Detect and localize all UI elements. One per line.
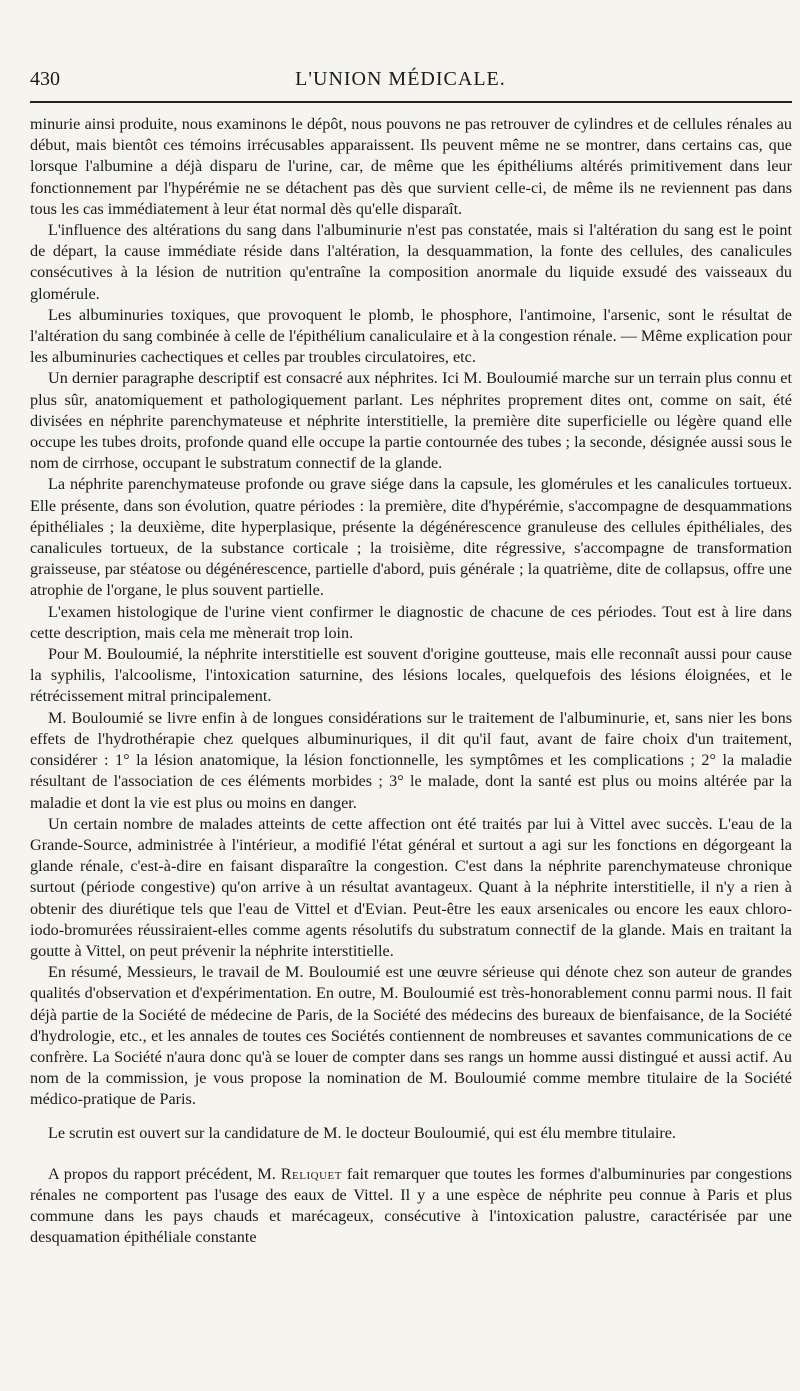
running-title: L'UNION MÉDICALE.	[295, 68, 506, 90]
paragraph-text: fait remarquer que toutes les formes d'albuminuries par congestions rénales ne comportent pas l'usage des eaux de Vittel. Il y a une espèce de néphrite peu connue à Paris et plus commune dans les pays chauds et marécageux, consécutive à l'intoxication palustre, caractérisée par une desquamation épithéliale constante	[30, 1164, 792, 1247]
paragraph: L'influence des altérations du sang dans l'albuminurie n'est pas constatée, mais si l'altération du sang est le point de départ, la cause immédiate réside dans l'altération, la desquammation, la fonte des cellules, des canalicules consécutives à la lésion de nutrition qu'entraîne la composition anormale du liquide exsudé des vaisseaux du glomérule.	[30, 221, 792, 303]
article-body	[30, 114, 792, 1249]
paragraph: Pour M. Bouloumié, la néphrite interstitielle est souvent d'origine goutteuse, mais elle reconnaît aussi pour cause la syphilis, l'alcoolisme, l'intoxication saturnine, des lésions locales, quelquefois des lésions éloignées, et le rétrécissement mitral principalement.	[30, 645, 792, 706]
paragraph-last	[30, 1164, 792, 1249]
paragraph-text: A propos du rapport précédent, M.	[48, 1164, 281, 1183]
paragraph: Les albuminuries toxiques, que provoquent le plomb, le phosphore, l'antimoine, l'arsenic, sont le résultat de l'altération du sang combinée à celle de l'épithélium canaliculaire et à la congestion rénale. — Même explication pour les albuminuries cachectiques et celles par troubles circulatoires, etc.	[30, 305, 792, 367]
speaker-name: Reliquet	[280, 1164, 342, 1183]
page-number: 430	[30, 68, 60, 90]
paragraph: minurie ainsi produite, nous examinons le dépôt, nous pouvons ne pas retrouver de cylindres et de cellules rénales au début, mais bientôt ces témoins irrécusables apparaissent. Ils peuvent même ne se montrer, dans certains cas, que lorsque l'albumine a déjà disparu de l'urine, car, de même que les épithéliums altérés primitivement dans leur fonctionnement par l'hypérémie ne se détachent pas dès que survient celle-ci, de même ils ne reviennent pas dans tous les cas immédiatement à leur état normal dès qu'elle disparaît.	[30, 115, 792, 218]
paragraph: M. Bouloumié se livre enfin à de longues considérations sur le traitement de l'albuminurie, et, sans nier les bons effets de l'hydrothérapie chez quelques albuminuriques, il dit qu'il faut, avant de faire choix d'un traitement, considérer : 1° la lésion anatomique, la lésion fonctionnelle, les symptômes et les complications ; 2° la maladie résultant de l'association de ces éléments morbides ; 3° le malade, dont la santé est plus ou moins altérée par la maladie et dont la vie est plus ou moins en danger.	[30, 708, 792, 812]
paragraph: L'examen histologique de l'urine vient confirmer le diagnostic de chacune de ces périodes. Tout est à lire dans cette description, mais cela me mènerait trop loin.	[30, 602, 792, 642]
paragraph: La néphrite parenchymateuse profonde ou grave siége dans la capsule, les glomérules et les canalicules tortueux. Elle présente, dans son évolution, quatre périodes : la première, dite d'hypérémie, s'accompagne de desquammations épithéliales ; la deuxième, dite hyperplasique, présente la dégénérescence granuleuse des cellules épithéliales, des canalicules tortueux, de la substance corticale ; la troisième, dite régressive, s'accompagne de transformation graisseuse, par stéatose ou dégénérescence, partielle d'abord, puis générale ; la quatrième, dite de collapsus, offre une atrophie de l'organe, le plus souvent partielle.	[30, 475, 792, 600]
paragraph: En résumé, Messieurs, le travail de M. Bouloumié est une œuvre sérieuse qui dénote chez son auteur de grandes qualités d'observation et d'expérimentation. En outre, M. Bouloumié est très-honorablement connu parmi nous. Il fait déjà partie de la Société de médecine de Paris, de la Société des médecins des bureaux de bienfaisance, de la Société d'hydrologie, etc., et les annales de toutes ces Sociétés contiennent de nombreuses et savantes communications de ce confrère. La Société n'aura donc qu'à se louer de compter dans ses rangs un homme aussi distingué et aussi actif. Au nom de la commission, je vous propose la nomination de M. Bouloumié comme membre titulaire de la Société médico-pratique de Paris.	[30, 963, 792, 1109]
header-rule	[30, 101, 792, 103]
paragraph: Un dernier paragraphe descriptif est consacré aux néphrites. Ici M. Bouloumié marche sur un terrain plus connu et plus sûr, anatomiquement et pathologiquement parlant. Les néphrites proprement dites ont, comme on sait, été divisées en néphrite parenchymateuse et néphrite interstitielle, la première dite superficielle ou légère quand elle occupe les tubes droits, profonde quand elle occupe la partie contournée des tubes ; la seconde, désignée aussi sous le nom de cirrhose, occupant le substratum connectif de la glande.	[30, 369, 792, 473]
paragraph: Un certain nombre de malades atteints de cette affection ont été traités par lui à Vittel avec succès. L'eau de la Grande-Source, administrée à l'intérieur, a modifié l'état général et surtout a agi sur les fonctions en dégorgeant la glande rénale, c'est-à-dire en faisant disparaître la congestion. C'est dans la néphrite parenchymateuse chronique surtout (période congestive) qu'on arrive à un résultat avantageux. Quant à la néphrite interstitielle, il n'y a rien à obtenir des diurétique tels que l'eau de Vittel et d'Evian. Peut-être les eaux arsenicales ou encore les eaux chloro-iodo-bromurées réussiraient-elles comme agents résolutifs du substratum connectif de la glande. Mais en traitant la goutte à Vittel, on peut prévenir la néphrite interstitielle.	[30, 814, 792, 960]
paragraph: Le scrutin est ouvert sur la candidature de M. le docteur Bouloumié, qui est élu membre titulaire.	[48, 1123, 676, 1142]
page-header	[30, 68, 792, 96]
